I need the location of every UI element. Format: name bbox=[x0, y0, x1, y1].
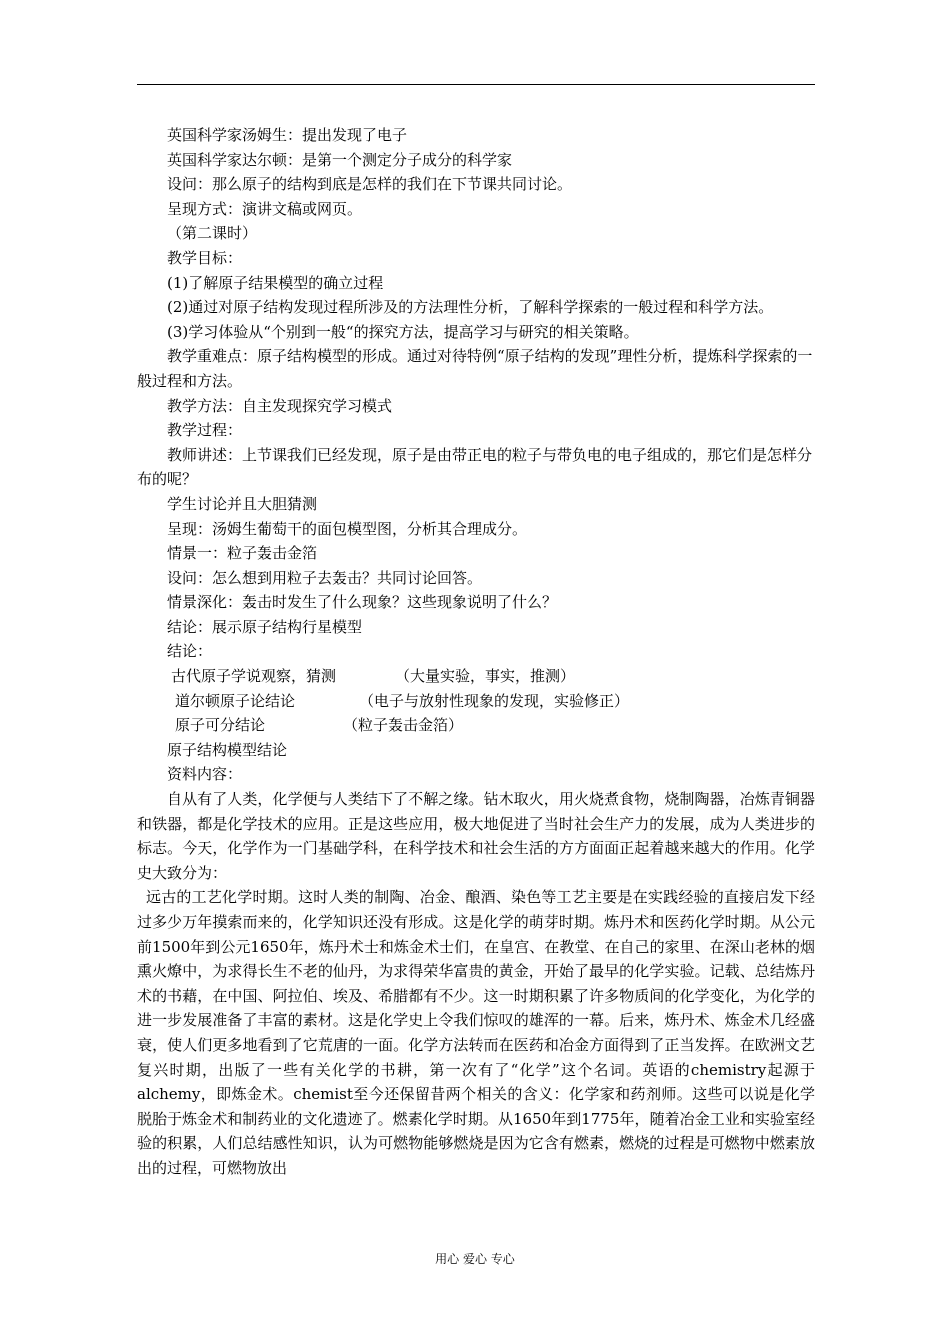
conclusion-right: （大量实验，事实，推测） bbox=[395, 667, 576, 686]
paragraph: 教学重难点：原子结构模型的形成。通过对待特例“原子结构的发现”理性分析，提炼科学探索的一般过程和方法。 bbox=[137, 347, 813, 390]
paragraph: 教学目标： bbox=[167, 248, 243, 267]
paragraph: (2)通过对原子结构发现过程所涉及的方法理性分析，了解科学探索的一般过程和科学方法。 bbox=[167, 298, 774, 317]
conclusion-left: 古代原子学说观察，猜测 bbox=[171, 667, 337, 686]
paragraph: 设问：怎么想到用粒子去轰击？共同讨论回答。 bbox=[167, 568, 483, 587]
history-body: 远古的工艺化学时期。这时人类的制陶、冶金、酿酒、染色等工艺主要是在实践经验的直接启发下经过多少万年摸索而来的，化学知识还没有形成。这是化学的萌芽时期。炼丹术和医药化学时期。从公元前1500年到公元1650年，炼丹术士和炼金术士们，在皇宫、在教堂、在自己的家里、在深山老林的烟熏火燎中，为求得长生不老的仙丹，为求得荣华富贵的黄金，开始了最早的化学实验。记载、总结炼丹术的书藉，在中国、阿拉伯、埃及、希腊都有不少。这一时期积累了许多物质间的化学变化，为化学的进一步发展准备了丰富的素材。这是化学史上令我们惊叹的雄浑的一幕。后来，炼丹术、炼金术几经盛衰，使人们更多地看到了它荒唐的一面。化学方法转而在医药和冶金方面得到了正当发挥。在欧洲文艺复兴时期，出版了一些有关化学的书耕，第一次有了“化学”这个名词。英语的chemistry起源于alchemy，即炼金术。chemist至今还保留昔两个相关的含义：化学家和药剂师。这些可以说是化学脱胎于炼金术和制药业的文化遗迹了。燃素化学时期。从1650年到1775年，随着冶金工业和实验室经验的积累，人们总结感性知识，认为可燃物能够燃烧是因为它含有燃素，燃烧的过程是可燃物中燃素放出的过程，可燃物放出 bbox=[137, 888, 815, 1177]
lesson-heading: （第二课时） bbox=[167, 224, 258, 243]
paragraph: 情景深化：轰击时发生了什么现象？这些现象说明了什么？ bbox=[167, 593, 558, 612]
header-rule bbox=[137, 84, 815, 85]
paragraph: 原子结构模型结论 bbox=[167, 740, 288, 759]
paragraph: 教学方法：自主发现探究学习模式 bbox=[167, 396, 393, 415]
page-footer: 用心 爱心 专心 bbox=[435, 1252, 515, 1266]
paragraph: 结论： bbox=[167, 642, 213, 661]
conclusion-row bbox=[137, 664, 815, 689]
conclusion-right: （粒子轰击金箔） bbox=[343, 716, 464, 735]
paragraph: 呈现：汤姆生葡萄干的面包模型图，分析其合理成分。 bbox=[167, 519, 528, 538]
paragraph: 教师讲述：上节课我们已经发现，原子是由带正电的粒子与带负电的电子组成的，那它们是怎样分布的呢？ bbox=[137, 445, 813, 489]
paragraph: 呈现方式：演讲文稿或网页。 bbox=[167, 199, 363, 218]
paragraph: 英国科学家达尔顿：是第一个测定分子成分的科学家 bbox=[167, 150, 513, 169]
paragraph: (1)了解原子结果模型的确立过程 bbox=[167, 273, 384, 292]
conclusion-right: （电子与放射性现象的发现，实验修正） bbox=[359, 691, 630, 710]
paragraph: 情景一：粒子轰击金箔 bbox=[167, 544, 318, 563]
conclusion-left: 道尔顿原子论结论 bbox=[175, 691, 296, 710]
conclusion-row bbox=[137, 713, 815, 738]
history-intro: 自从有了人类，化学便与人类结下了不解之缘。钻木取火，用火烧煮食物，烧制陶器，冶炼青铜器和铁器，都是化学技术的应用。正是这些应用，极大地促进了当时社会生产力的发展，成为人类进步的标志。今天，化学作为一门基础学科，在科学技术和社会生活的方方面面正起着越来越大的作用。化学史大致分为： bbox=[137, 790, 815, 882]
paragraph: 结论：展示原子结构行星模型 bbox=[167, 617, 363, 636]
paragraph: 资料内容： bbox=[167, 765, 243, 784]
paragraph: 英国科学家汤姆生：提出发现了电子 bbox=[167, 126, 408, 144]
paragraph: 学生讨论并且大胆猜测 bbox=[167, 494, 318, 513]
conclusion-left: 原子可分结论 bbox=[175, 716, 266, 735]
paragraph: (3)学习体验从“个别到一般“的探究方法，提高学习与研究的相关策略。 bbox=[167, 322, 639, 341]
paragraph: 设问：那么原子的结构到底是怎样的我们在下节课共同讨论。 bbox=[167, 175, 573, 194]
document-body bbox=[137, 123, 815, 1181]
conclusion-row bbox=[137, 689, 815, 714]
paragraph: 教学过程： bbox=[167, 421, 243, 440]
